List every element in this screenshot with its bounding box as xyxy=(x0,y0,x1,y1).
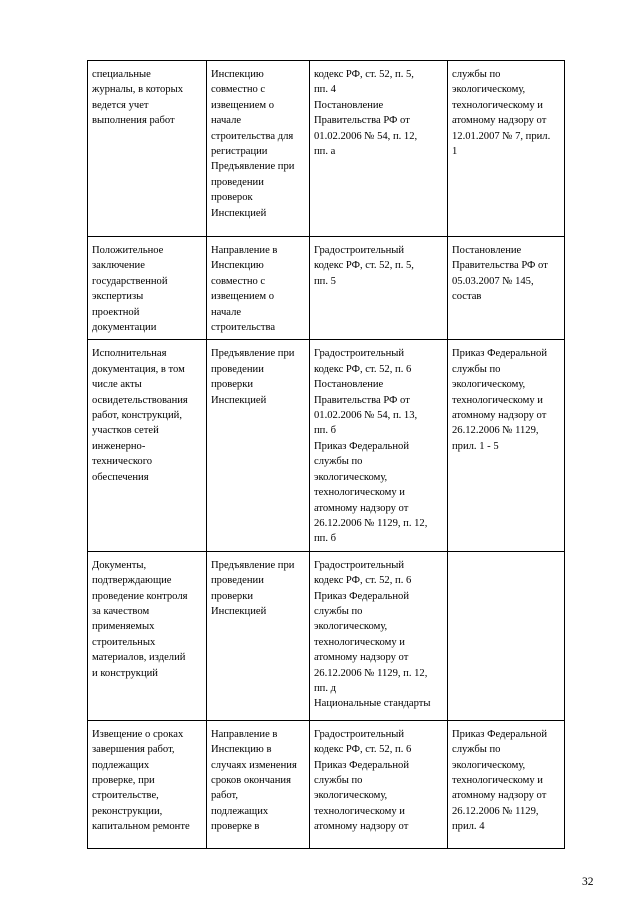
cell-text-line: числе акты xyxy=(92,379,142,391)
cell-text-line: Приказ Федеральной xyxy=(452,348,548,360)
cell-text-line: проектной xyxy=(92,306,140,318)
cell-text-line: 26.12.2006 № 1129, п. 12, xyxy=(314,667,428,679)
cell-text-line: технологическому и xyxy=(314,487,405,499)
cell-text-line: извещением о xyxy=(211,99,275,111)
cell-text-line: совместно с xyxy=(211,275,266,287)
cell-text-line: кодекс РФ, ст. 52, п. 5, xyxy=(314,260,414,272)
cell-text-line: Направление в xyxy=(211,728,278,740)
cell-text-line: работ, xyxy=(211,790,239,802)
cell-text-line: Приказ Федеральной xyxy=(314,590,410,602)
table-cell xyxy=(207,61,310,237)
cell-text-line: строительных xyxy=(92,636,156,648)
cell-text-line: Градостроительный xyxy=(314,559,405,571)
cell-text-line: атомному надзору от xyxy=(452,790,547,802)
cell-text-line: атомному надзору от xyxy=(452,115,547,127)
cell-text-line: извещением о xyxy=(211,291,275,303)
cell-text-line: 01.02.2006 № 54, п. 13, xyxy=(314,410,418,422)
page-number: 32 xyxy=(582,876,594,888)
cell-text-line: экологическому, xyxy=(314,471,388,483)
cell-text-line: Положительное xyxy=(92,245,164,256)
cell-text-line: реконструкции, xyxy=(92,805,163,817)
cell-text-line: Предъявление при xyxy=(211,348,295,360)
cell-text-line: специальные xyxy=(92,69,151,80)
table-cell xyxy=(310,340,448,551)
cell-text-line: регистрации xyxy=(211,146,268,158)
table-cell xyxy=(207,340,310,551)
cell-text-line: службы по xyxy=(452,363,501,375)
cell-text-line: подтверждающие xyxy=(92,575,172,587)
cell-text-line: начале xyxy=(211,306,242,318)
cell-text-line: государственной xyxy=(92,275,168,287)
table-row xyxy=(88,237,565,340)
cell-text-line: освидетельствования xyxy=(92,394,188,406)
cell-text-line: службы по xyxy=(314,605,363,617)
cell-text-line: участков сетей xyxy=(92,425,159,437)
table-cell xyxy=(310,551,448,720)
cell-text-line: Постановление xyxy=(314,99,384,111)
cell-text-line: пп. б xyxy=(314,425,337,437)
cell-text-line: технологическому и xyxy=(452,99,543,111)
cell-text-line: проверке, при xyxy=(92,774,155,786)
cell-text-line: Правительства РФ от xyxy=(314,115,410,127)
cell-text-line: Инспекцию xyxy=(211,69,264,80)
table-cell xyxy=(88,61,207,237)
table-cell xyxy=(88,551,207,720)
cell-text-line: строительства для xyxy=(211,130,294,142)
cell-text-line: Постановление xyxy=(314,379,384,391)
cell-text-line: 12.01.2007 № 7, прил. xyxy=(452,130,551,142)
cell-text-line: экологическому, xyxy=(452,84,526,96)
cell-text-line: Инспекцией xyxy=(211,207,267,219)
cell-text-line: 01.02.2006 № 54, п. 12, xyxy=(314,130,418,142)
cell-text-line: атомному надзору от xyxy=(314,502,409,514)
cell-text-line: проверке в xyxy=(211,821,260,833)
table-row xyxy=(88,551,565,720)
cell-text-line: документации xyxy=(92,322,157,334)
table-cell xyxy=(448,340,565,551)
cell-text-line: материалов, изделий xyxy=(92,652,186,664)
cell-text-line: строительства xyxy=(211,322,276,334)
table-cell xyxy=(448,61,565,237)
table-cell xyxy=(448,551,565,720)
cell-text-line: службы по xyxy=(452,744,501,756)
cell-text-line: заключение xyxy=(92,260,145,272)
cell-text-line: документация, в том xyxy=(92,363,185,375)
cell-text-line: состав xyxy=(452,291,482,303)
cell-text-line: работ, конструкций, xyxy=(92,410,182,422)
cell-text-line: Приказ Федеральной xyxy=(452,728,548,740)
cell-text-line: технологическому и xyxy=(452,394,543,406)
table-row xyxy=(88,720,565,848)
table-row xyxy=(88,340,565,551)
cell-text-line: Инспекцией xyxy=(211,605,267,617)
cell-text-line: 1 xyxy=(452,146,458,158)
cell-text-line: проверки xyxy=(211,379,254,391)
cell-text-line: кодекс РФ, ст. 52, п. 5, xyxy=(314,69,414,80)
cell-text-line: проведении xyxy=(211,575,264,587)
cell-text-line: Извещение о сроках xyxy=(92,728,184,740)
table-cell xyxy=(207,551,310,720)
cell-text-line: завершения работ, xyxy=(92,744,175,756)
cell-text-line: службы по xyxy=(314,456,363,468)
table-cell xyxy=(310,720,448,848)
table-cell xyxy=(310,237,448,340)
cell-text-line: Приказ Федеральной xyxy=(314,759,410,771)
table-row xyxy=(88,61,565,237)
cell-text-line: капитальном ремонте xyxy=(92,821,190,833)
cell-text-line: кодекс РФ, ст. 52, п. 6 xyxy=(314,363,412,375)
cell-text-line: 26.12.2006 № 1129, xyxy=(452,425,539,437)
cell-text-line: случаях изменения xyxy=(211,759,297,771)
cell-text-line: Национальные стандарты xyxy=(314,698,431,710)
table-cell xyxy=(310,61,448,237)
cell-text-line: пп. 4 xyxy=(314,84,336,96)
cell-text-line: Направление в xyxy=(211,245,278,256)
cell-text-line: службы по xyxy=(452,69,501,80)
cell-text-line: атомному надзору от xyxy=(314,821,409,833)
cell-text-line: строительстве, xyxy=(92,790,159,802)
cell-text-line: экологическому, xyxy=(452,379,526,391)
cell-text-line: службы по xyxy=(314,774,363,786)
cell-text-line: совместно с xyxy=(211,84,266,96)
cell-text-line: пп. 5 xyxy=(314,275,336,287)
cell-text-line: Исполнительная xyxy=(92,348,167,360)
cell-text-line: кодекс РФ, ст. 52, п. 6 xyxy=(314,744,412,756)
table-cell xyxy=(88,720,207,848)
cell-text-line: 05.03.2007 № 145, xyxy=(452,275,534,287)
cell-text-line: и конструкций xyxy=(92,667,158,679)
cell-text-line: Правительства РФ от xyxy=(452,260,548,272)
cell-text-line: пп. а xyxy=(314,146,336,158)
cell-text-line: Инспекцию xyxy=(211,260,264,272)
table-cell xyxy=(448,237,565,340)
cell-text-line: Градостроительный xyxy=(314,728,405,740)
cell-text-line: выполнения работ xyxy=(92,115,175,127)
regulation-table xyxy=(87,60,565,849)
cell-text-line: подлежащих xyxy=(211,805,269,817)
cell-text-line: сроков окончания xyxy=(211,774,291,786)
cell-text-line: применяемых xyxy=(92,621,155,633)
cell-text-line: Документы, xyxy=(92,559,147,571)
cell-text-line: прил. 4 xyxy=(452,821,485,833)
cell-text-line: 26.12.2006 № 1129, xyxy=(452,805,539,817)
cell-text-line: технического xyxy=(92,456,153,468)
cell-text-line: кодекс РФ, ст. 52, п. 6 xyxy=(314,575,412,587)
cell-text-line: обеспечения xyxy=(92,471,149,483)
cell-text-line: атомному надзору от xyxy=(314,652,409,664)
cell-text-line: прил. 1 - 5 xyxy=(452,440,499,452)
cell-text-line: инженерно- xyxy=(92,440,146,452)
cell-text-line: проведение контроля xyxy=(92,590,188,602)
cell-text-line: атомному надзору от xyxy=(452,410,547,422)
cell-text-line: Инспекцией xyxy=(211,394,267,406)
cell-text-line: Градостроительный xyxy=(314,245,405,256)
cell-text-line: Правительства РФ от xyxy=(314,394,410,406)
cell-text-line: Предъявление при xyxy=(211,559,295,571)
cell-text-line: подлежащих xyxy=(92,759,150,771)
table-cell xyxy=(207,237,310,340)
cell-text-line: за качеством xyxy=(92,605,150,617)
cell-text-line: технологическому и xyxy=(452,774,543,786)
cell-text-line: Предъявление при xyxy=(211,161,295,173)
cell-text-line: экологическому, xyxy=(314,621,388,633)
cell-text-line: Приказ Федеральной xyxy=(314,440,410,452)
cell-text-line: экологическому, xyxy=(452,759,526,771)
table-cell xyxy=(88,340,207,551)
cell-text-line: 26.12.2006 № 1129, п. 12, xyxy=(314,517,428,529)
cell-text-line: технологическому и xyxy=(314,636,405,648)
cell-text-line: Градостроительный xyxy=(314,348,405,360)
cell-text-line: Постановление xyxy=(452,245,522,256)
cell-text-line: начале xyxy=(211,115,242,127)
cell-text-line: проведении xyxy=(211,176,264,188)
cell-text-line: пп. б xyxy=(314,533,337,545)
cell-text-line: пп. д xyxy=(314,682,337,694)
cell-text-line: экологическому, xyxy=(314,790,388,802)
cell-text-line: экспертизы xyxy=(92,291,144,303)
table-body xyxy=(88,61,565,849)
cell-text-line: проверок xyxy=(211,192,253,204)
table-cell xyxy=(448,720,565,848)
table-cell xyxy=(207,720,310,848)
cell-text-line: ведется учет xyxy=(92,99,149,111)
cell-text-line: проверки xyxy=(211,590,254,602)
cell-text-line: проведении xyxy=(211,363,264,375)
cell-text-line: технологическому и xyxy=(314,805,405,817)
table-cell xyxy=(88,237,207,340)
cell-text-line: Инспекцию в xyxy=(211,744,272,756)
cell-text-line: журналы, в которых xyxy=(92,84,183,96)
